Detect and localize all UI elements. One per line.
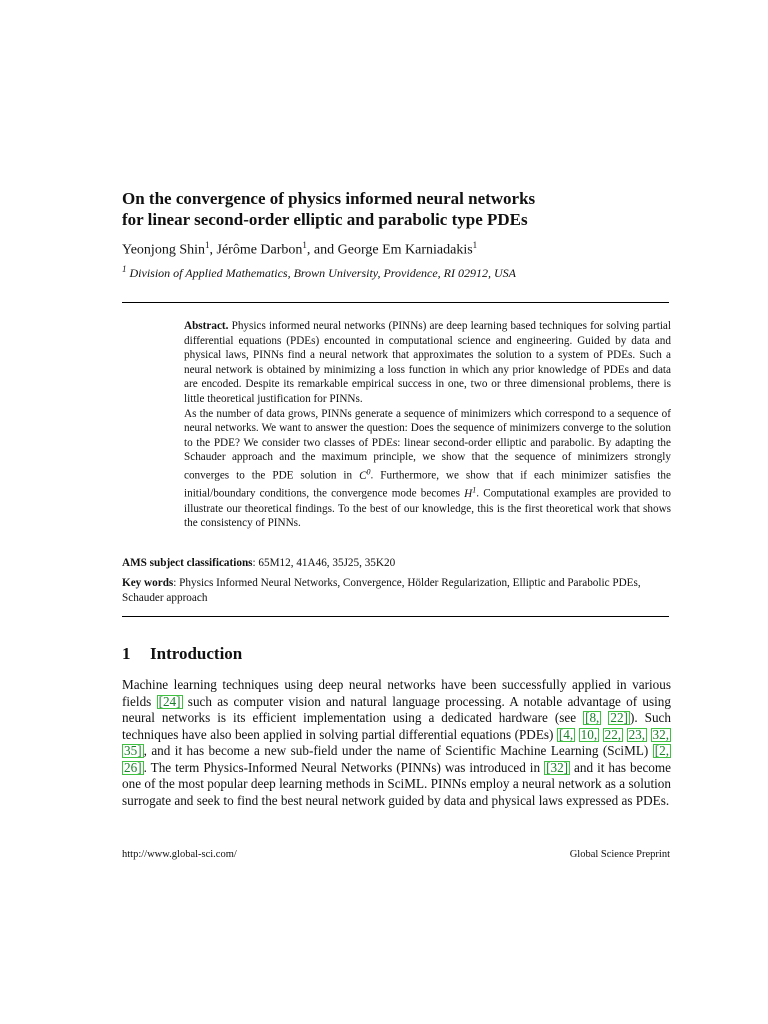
citation-link[interactable]: 23, bbox=[628, 726, 646, 742]
citation-link[interactable]: 26] bbox=[124, 759, 142, 775]
keywords-label: Key words bbox=[122, 577, 174, 589]
citation-link[interactable]: 22] bbox=[610, 710, 628, 725]
affiliation-text: Division of Applied Mathematics, Brown University, Providence, RI 02912, USA bbox=[129, 266, 516, 280]
author-name: George Em Karniadakis bbox=[337, 242, 473, 258]
paper-title-line-1: On the convergence of physics informed neural networks bbox=[122, 189, 536, 208]
math-symbol: C bbox=[359, 469, 367, 482]
math-superscript: 1 bbox=[472, 485, 477, 495]
abstract-paragraph-1 bbox=[184, 319, 671, 407]
citation-link[interactable]: [2, bbox=[654, 743, 669, 758]
keywords bbox=[122, 576, 673, 606]
citation-link[interactable]: [8, bbox=[585, 710, 600, 725]
bottom-divider bbox=[122, 616, 669, 617]
citation-link[interactable]: [24] bbox=[158, 693, 181, 709]
math-superscript: 0 bbox=[366, 466, 371, 476]
affiliation-mark: 1 bbox=[122, 264, 127, 274]
citation-link[interactable]: 35] bbox=[124, 743, 142, 758]
math-symbol: H bbox=[464, 488, 473, 500]
affiliation bbox=[122, 264, 516, 281]
abstract-text: . Computational examples are provided to illustrate our theoretical findings. To the best of our knowledge, this is the first theoretical work that shows the consistency of PINNs. bbox=[184, 488, 671, 530]
citation-link[interactable]: 22, bbox=[604, 726, 622, 742]
paper-title bbox=[122, 188, 682, 230]
author-affiliation-mark: 1 bbox=[205, 240, 210, 250]
citation-link[interactable]: 32, bbox=[652, 726, 669, 742]
citation-link[interactable]: 10, bbox=[580, 726, 598, 742]
citation-link[interactable]: [4, bbox=[558, 726, 574, 742]
author-separator: , bbox=[209, 242, 217, 258]
abstract-paragraph-2 bbox=[184, 407, 671, 531]
abstract-text: Physics informed neural networks (PINNs) are deep learning based techniques for solving partial differential equations (PDEs) encounted in computational science and engineering. Guided by data and physical laws, PINNs find a neural network that approximates the solution to a system of PDEs. Such a neural network is obtained by minimizing a loss function in which any prior knowledge of PDEs and data are encoded. Despite its remarkable empirical success in one, two or three dimensional problems, there is little theoretical justification for PINNs. bbox=[184, 320, 671, 405]
keywords-value: : Physics Informed Neural Networks, Convergence, Hölder Regularization, Elliptic and Parabolic PDEs, Schauder approach bbox=[122, 577, 641, 604]
citation-link[interactable]: [32] bbox=[546, 759, 569, 775]
intro-text: ). Such techniques have also been applied in solving partial differential equations (PDEs) bbox=[122, 710, 671, 742]
top-divider bbox=[122, 302, 669, 303]
author-affiliation-mark: 1 bbox=[302, 240, 307, 250]
author-name: Yeonjong Shin bbox=[122, 242, 205, 258]
author-affiliation-mark: 1 bbox=[472, 240, 478, 250]
footer-url[interactable]: http://www.global-sci.com/ bbox=[122, 849, 237, 860]
abstract-label: Abstract. bbox=[184, 320, 229, 332]
ams-classifications bbox=[122, 557, 395, 569]
author-name: Jérôme Darbon bbox=[216, 242, 303, 258]
intro-text: such as computer vision and natural language processing. A notable advantage of using neural networks is its efficient implementation using a dedicated hardware (see bbox=[122, 693, 671, 725]
abstract bbox=[184, 319, 671, 531]
abstract-text: As the number of data grows, PINNs generate a sequence of minimizers which correspond to a sequence of neural networks. We want to answer the question: Does the sequence of minimizers converge to the solution to the PDE? We consider two classes of PDEs: linear second-order elliptic and parabolic. By adapting the Schauder approach and the maximum principle, we show that the sequence of minimizers strongly converges to the PDE solution in bbox=[184, 407, 671, 482]
author-list bbox=[122, 240, 477, 259]
intro-text: . The term Physics-Informed Neural Networks (PINNs) was introduced in bbox=[143, 759, 545, 775]
section-title: Introduction bbox=[150, 644, 243, 663]
abstract-text: . Furthermore, we show that if each minimizer satisfies the initial/boundary conditions, the convergence mode becomes bbox=[184, 469, 671, 500]
footer-publisher: Global Science Preprint bbox=[569, 849, 670, 860]
section-number: 1 bbox=[122, 644, 131, 663]
math-h1 bbox=[464, 485, 477, 500]
intro-text: , and it has become a new sub-field under the name of Scientific Machine Learning (SciML) bbox=[143, 743, 653, 758]
paper-title-line-2: for linear second-order elliptic and parabolic type PDEs bbox=[122, 210, 528, 229]
section-heading bbox=[122, 644, 242, 664]
author-separator: , and bbox=[306, 242, 338, 258]
intro-text: and it has become one of the most popular deep learning methods in SciML. PINNs employ a neural network as a solution surrogate and seek to find the best neural network guided by data and physical laws expressed as PDEs. bbox=[122, 759, 672, 808]
ams-value: : 65M12, 41A46, 35J25, 35K20 bbox=[252, 557, 396, 569]
math-c0 bbox=[359, 466, 371, 482]
intro-text: Machine learning techniques using deep neural networks have been successfully applied in various fields bbox=[122, 677, 671, 709]
ams-label: AMS subject classifications bbox=[122, 557, 253, 569]
intro-paragraph bbox=[122, 677, 671, 809]
